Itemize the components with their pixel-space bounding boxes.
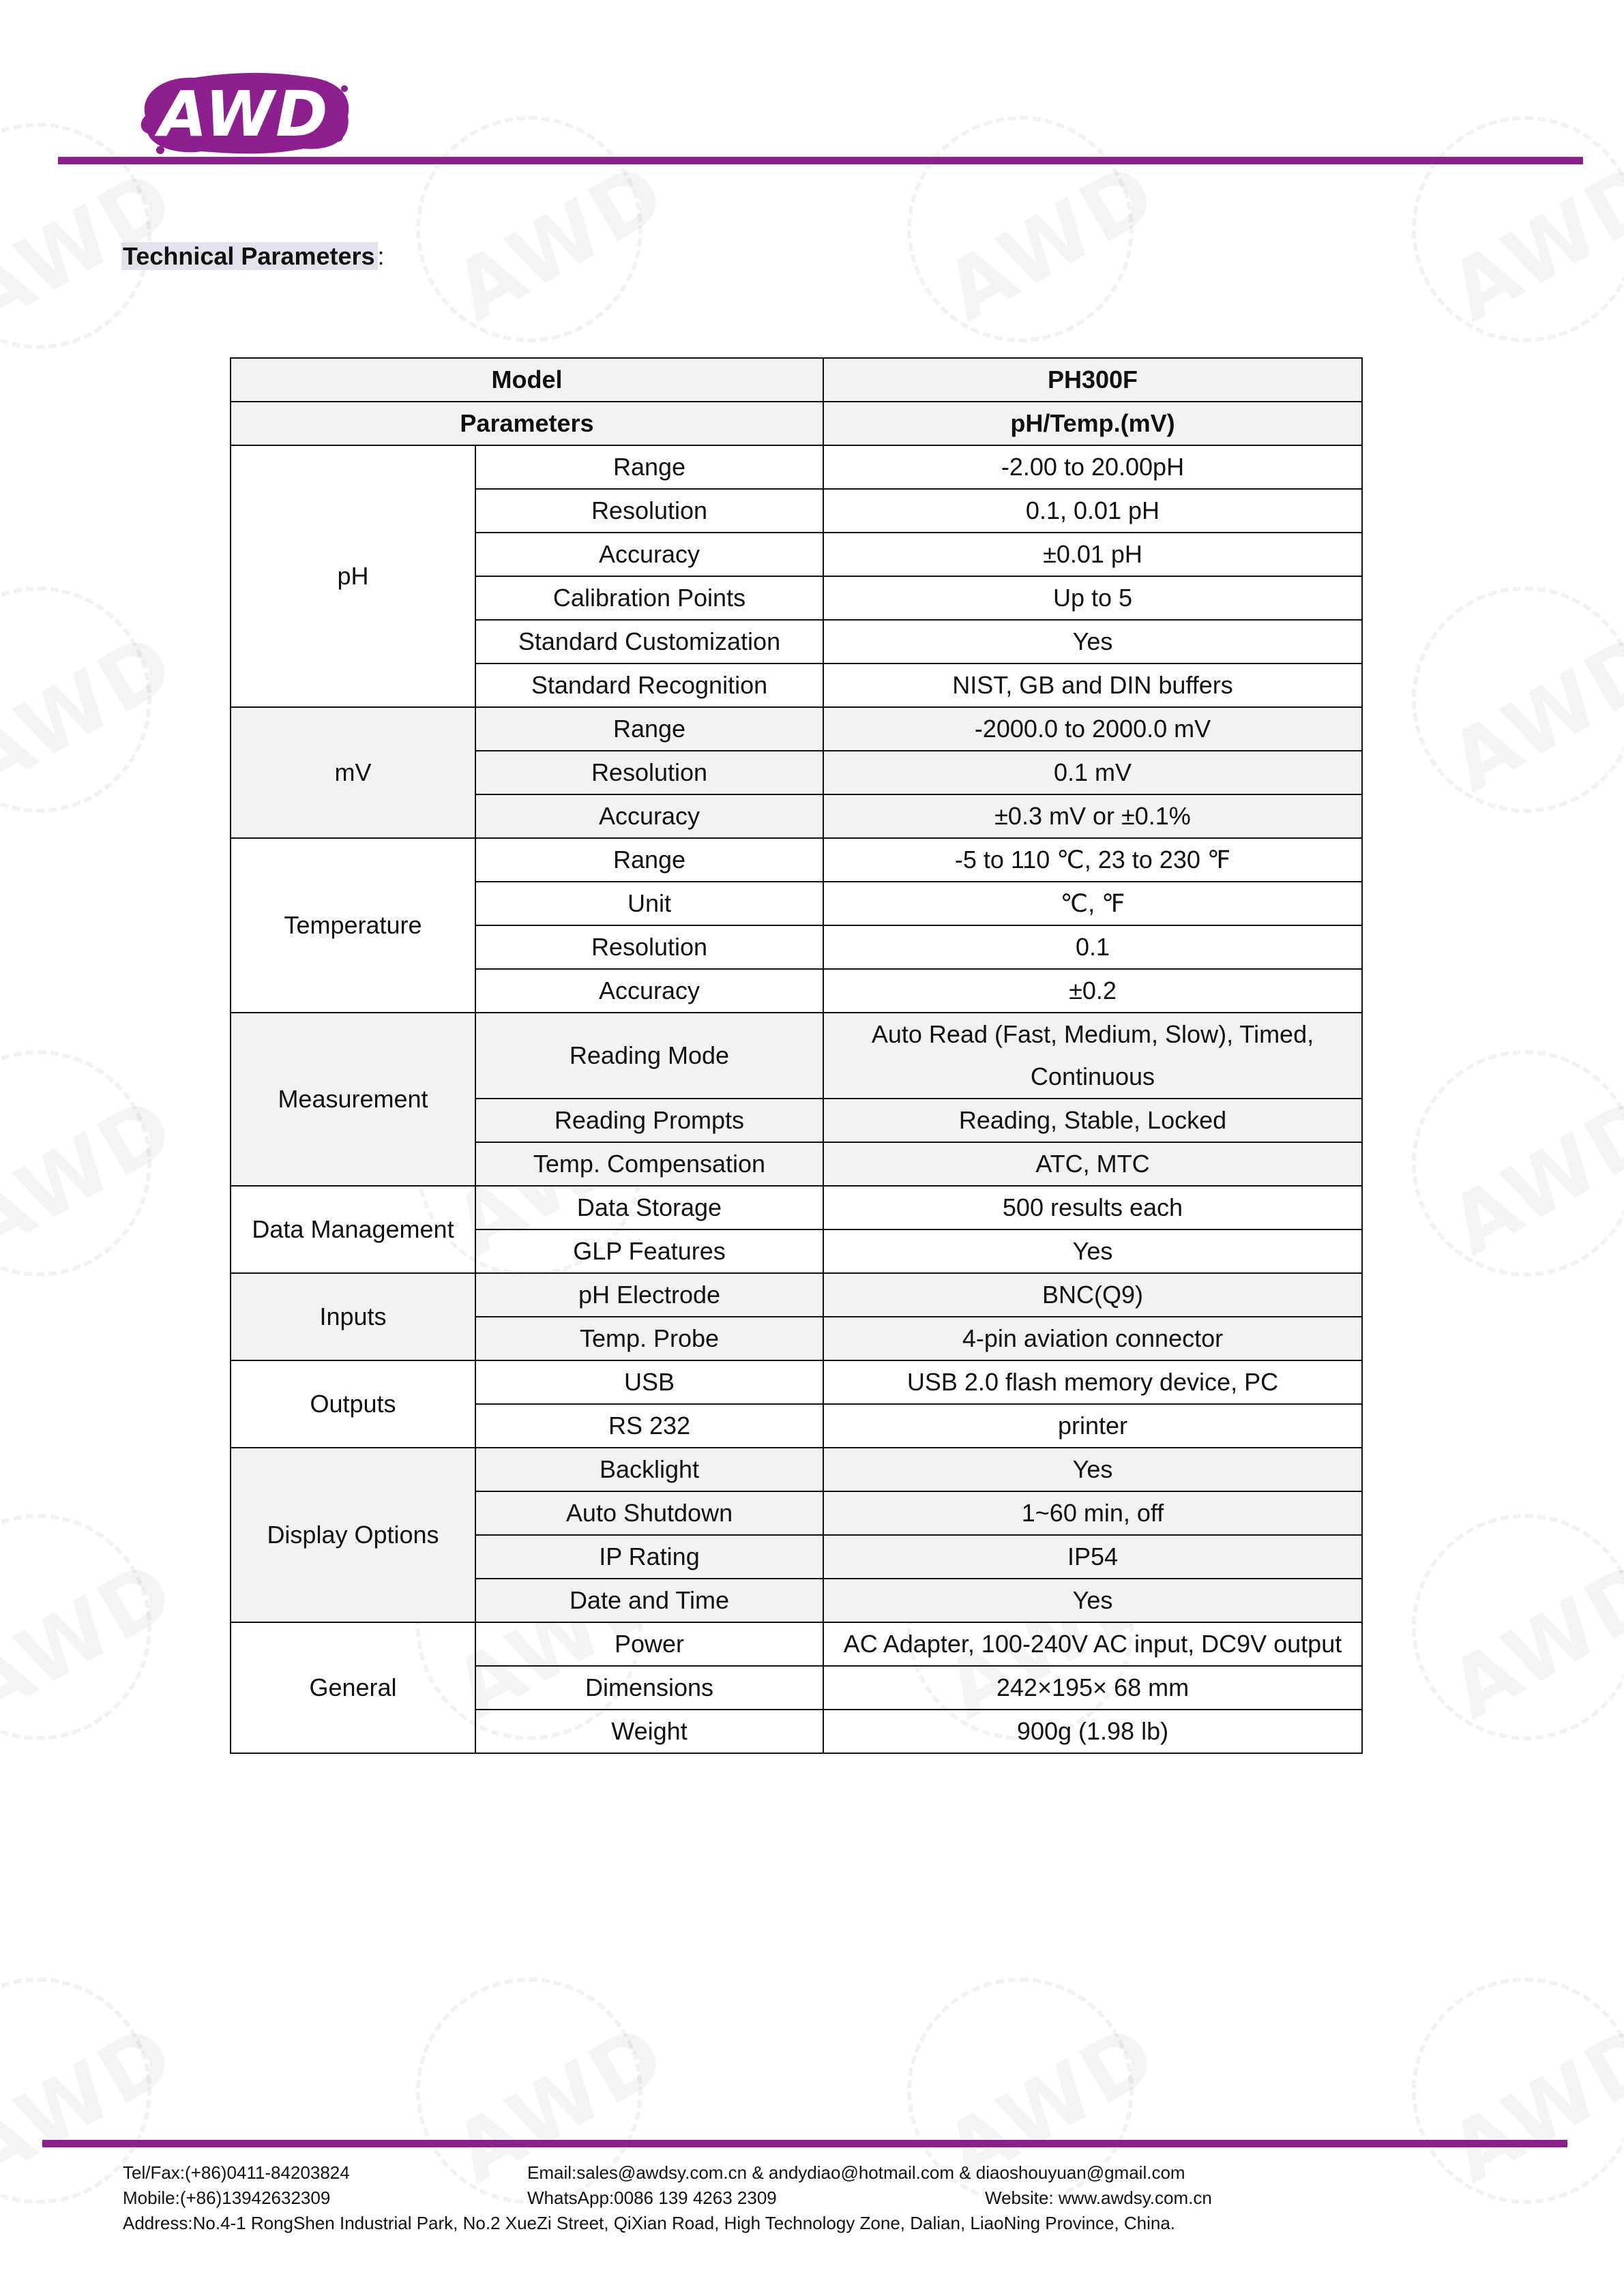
company-logo [133,68,355,160]
footer [123,2160,1212,2236]
param-cell: Reading Mode [475,1013,823,1099]
param-cell: GLP Features [475,1229,823,1273]
param-cell: Backlight [475,1448,823,1491]
model-value: PH300F [823,358,1362,402]
watermark [1412,1978,1624,2204]
value-cell: -2000.0 to 2000.0 mV [823,707,1362,751]
value-cell: printer [823,1404,1362,1448]
param-cell: Data Storage [475,1186,823,1229]
value-cell: BNC(Q9) [823,1273,1362,1317]
value-cell: USB 2.0 flash memory device, PC [823,1360,1362,1404]
value-cell: 4-pin aviation connector [823,1317,1362,1360]
group-general: General [231,1622,475,1753]
group-inputs: Inputs [231,1273,475,1360]
value-cell: 1~60 min, off [823,1491,1362,1535]
param-cell: Temp. Probe [475,1317,823,1360]
value-cell: ±0.3 mV or ±0.1% [823,794,1362,838]
param-cell: Auto Shutdown [475,1491,823,1535]
watermark [416,116,643,342]
value-cell: -5 to 110 ℃, 23 to 230 ℉ [823,838,1362,882]
section-title-colon: : [377,242,385,270]
param-cell: Resolution [475,489,823,533]
param-cell: Dimensions [475,1666,823,1710]
spec-table [230,357,1363,1754]
param-cell: USB [475,1360,823,1404]
value-cell: 500 results each [823,1186,1362,1229]
logo-text: AWD [158,78,329,151]
value-cell: -2.00 to 20.00pH [823,445,1362,489]
value-cell: Yes [823,1579,1362,1622]
footer-address: Address:No.4-1 RongShen Industrial Park, No.2 XueZi Street, QiXian Road, High Technology Zone, Dalian, LiaoNing Province, China. [123,2213,1176,2233]
watermark [1412,116,1624,342]
param-cell: Weight [475,1710,823,1753]
param-cell: RS 232 [475,1404,823,1448]
table-row [231,1448,1362,1491]
param-cell: Resolution [475,751,823,794]
value-cell: Yes [823,1229,1362,1273]
value-cell: Yes [823,620,1362,664]
value-cell: 0.1 mV [823,751,1362,794]
value-cell: NIST, GB and DIN buffers [823,664,1362,707]
table-row [231,1273,1362,1317]
footer-mobile: Mobile:(+86)13942632309 [123,2188,331,2208]
watermark [0,1050,151,1277]
value-cell: AC Adapter, 100-240V AC input, DC9V output [823,1622,1362,1666]
footer-divider [42,2140,1567,2147]
group-measurement: Measurement [231,1013,475,1186]
value-cell: ±0.2 [823,969,1362,1013]
param-cell: pH Electrode [475,1273,823,1317]
watermark [907,116,1134,342]
group-temperature: Temperature [231,838,475,1013]
value-cell: 0.1, 0.01 pH [823,489,1362,533]
param-cell: Resolution [475,925,823,969]
table-row [231,1622,1362,1666]
param-cell: Accuracy [475,794,823,838]
param-cell: Unit [475,882,823,925]
header-divider [58,157,1583,164]
param-cell: Temp. Compensation [475,1142,823,1186]
value-cell: ℃, ℉ [823,882,1362,925]
group-data-management: Data Management [231,1186,475,1273]
value-cell: IP54 [823,1535,1362,1579]
param-cell: Reading Prompts [475,1099,823,1142]
value-cell: ±0.01 pH [823,533,1362,576]
params-label: Parameters [231,402,823,445]
table-row [231,1186,1362,1229]
table-row [231,1360,1362,1404]
watermark [0,1514,151,1740]
param-cell: IP Rating [475,1535,823,1579]
value-cell: 900g (1.98 lb) [823,1710,1362,1753]
param-cell: Standard Recognition [475,664,823,707]
value-cell: Reading, Stable, Locked [823,1099,1362,1142]
param-cell: Range [475,707,823,751]
table-row [231,838,1362,882]
footer-email: Email:sales@awdsy.com.cn & andydiao@hotmail.com & diaoshouyuan@gmail.com [527,2162,1185,2183]
param-cell: Power [475,1622,823,1666]
value-cell: Yes [823,1448,1362,1491]
param-cell: Accuracy [475,969,823,1013]
param-cell: Accuracy [475,533,823,576]
table-row [231,707,1362,751]
param-cell: Range [475,838,823,882]
value-cell: 0.1 [823,925,1362,969]
watermark [0,586,151,813]
param-cell: Standard Customization [475,620,823,664]
section-title-text: Technical Parameters [121,242,378,270]
group-mv: mV [231,707,475,838]
value-cell: ATC, MTC [823,1142,1362,1186]
footer-tel: Tel/Fax:(+86)0411-84203824 [123,2162,350,2183]
footer-website: Website: www.awdsy.com.cn [985,2188,1212,2208]
value-cell: Up to 5 [823,576,1362,620]
model-label: Model [231,358,823,402]
table-header-row [231,358,1362,402]
value-cell: Auto Read (Fast, Medium, Slow), Timed, Continuous [823,1013,1362,1099]
value-cell: 242×195× 68 mm [823,1666,1362,1710]
footer-whatsapp: WhatsApp:0086 139 4263 2309 [527,2188,777,2208]
group-outputs: Outputs [231,1360,475,1448]
param-cell: Date and Time [475,1579,823,1622]
watermark [1412,1050,1624,1277]
params-value: pH/Temp.(mV) [823,402,1362,445]
table-header-row [231,402,1362,445]
param-cell: Calibration Points [475,576,823,620]
watermark [1412,586,1624,813]
watermark [1412,1514,1624,1740]
param-cell: Range [475,445,823,489]
table-row [231,1013,1362,1099]
group-display-options: Display Options [231,1448,475,1622]
section-title [121,235,385,278]
group-ph: pH [231,445,475,707]
table-row [231,445,1362,489]
